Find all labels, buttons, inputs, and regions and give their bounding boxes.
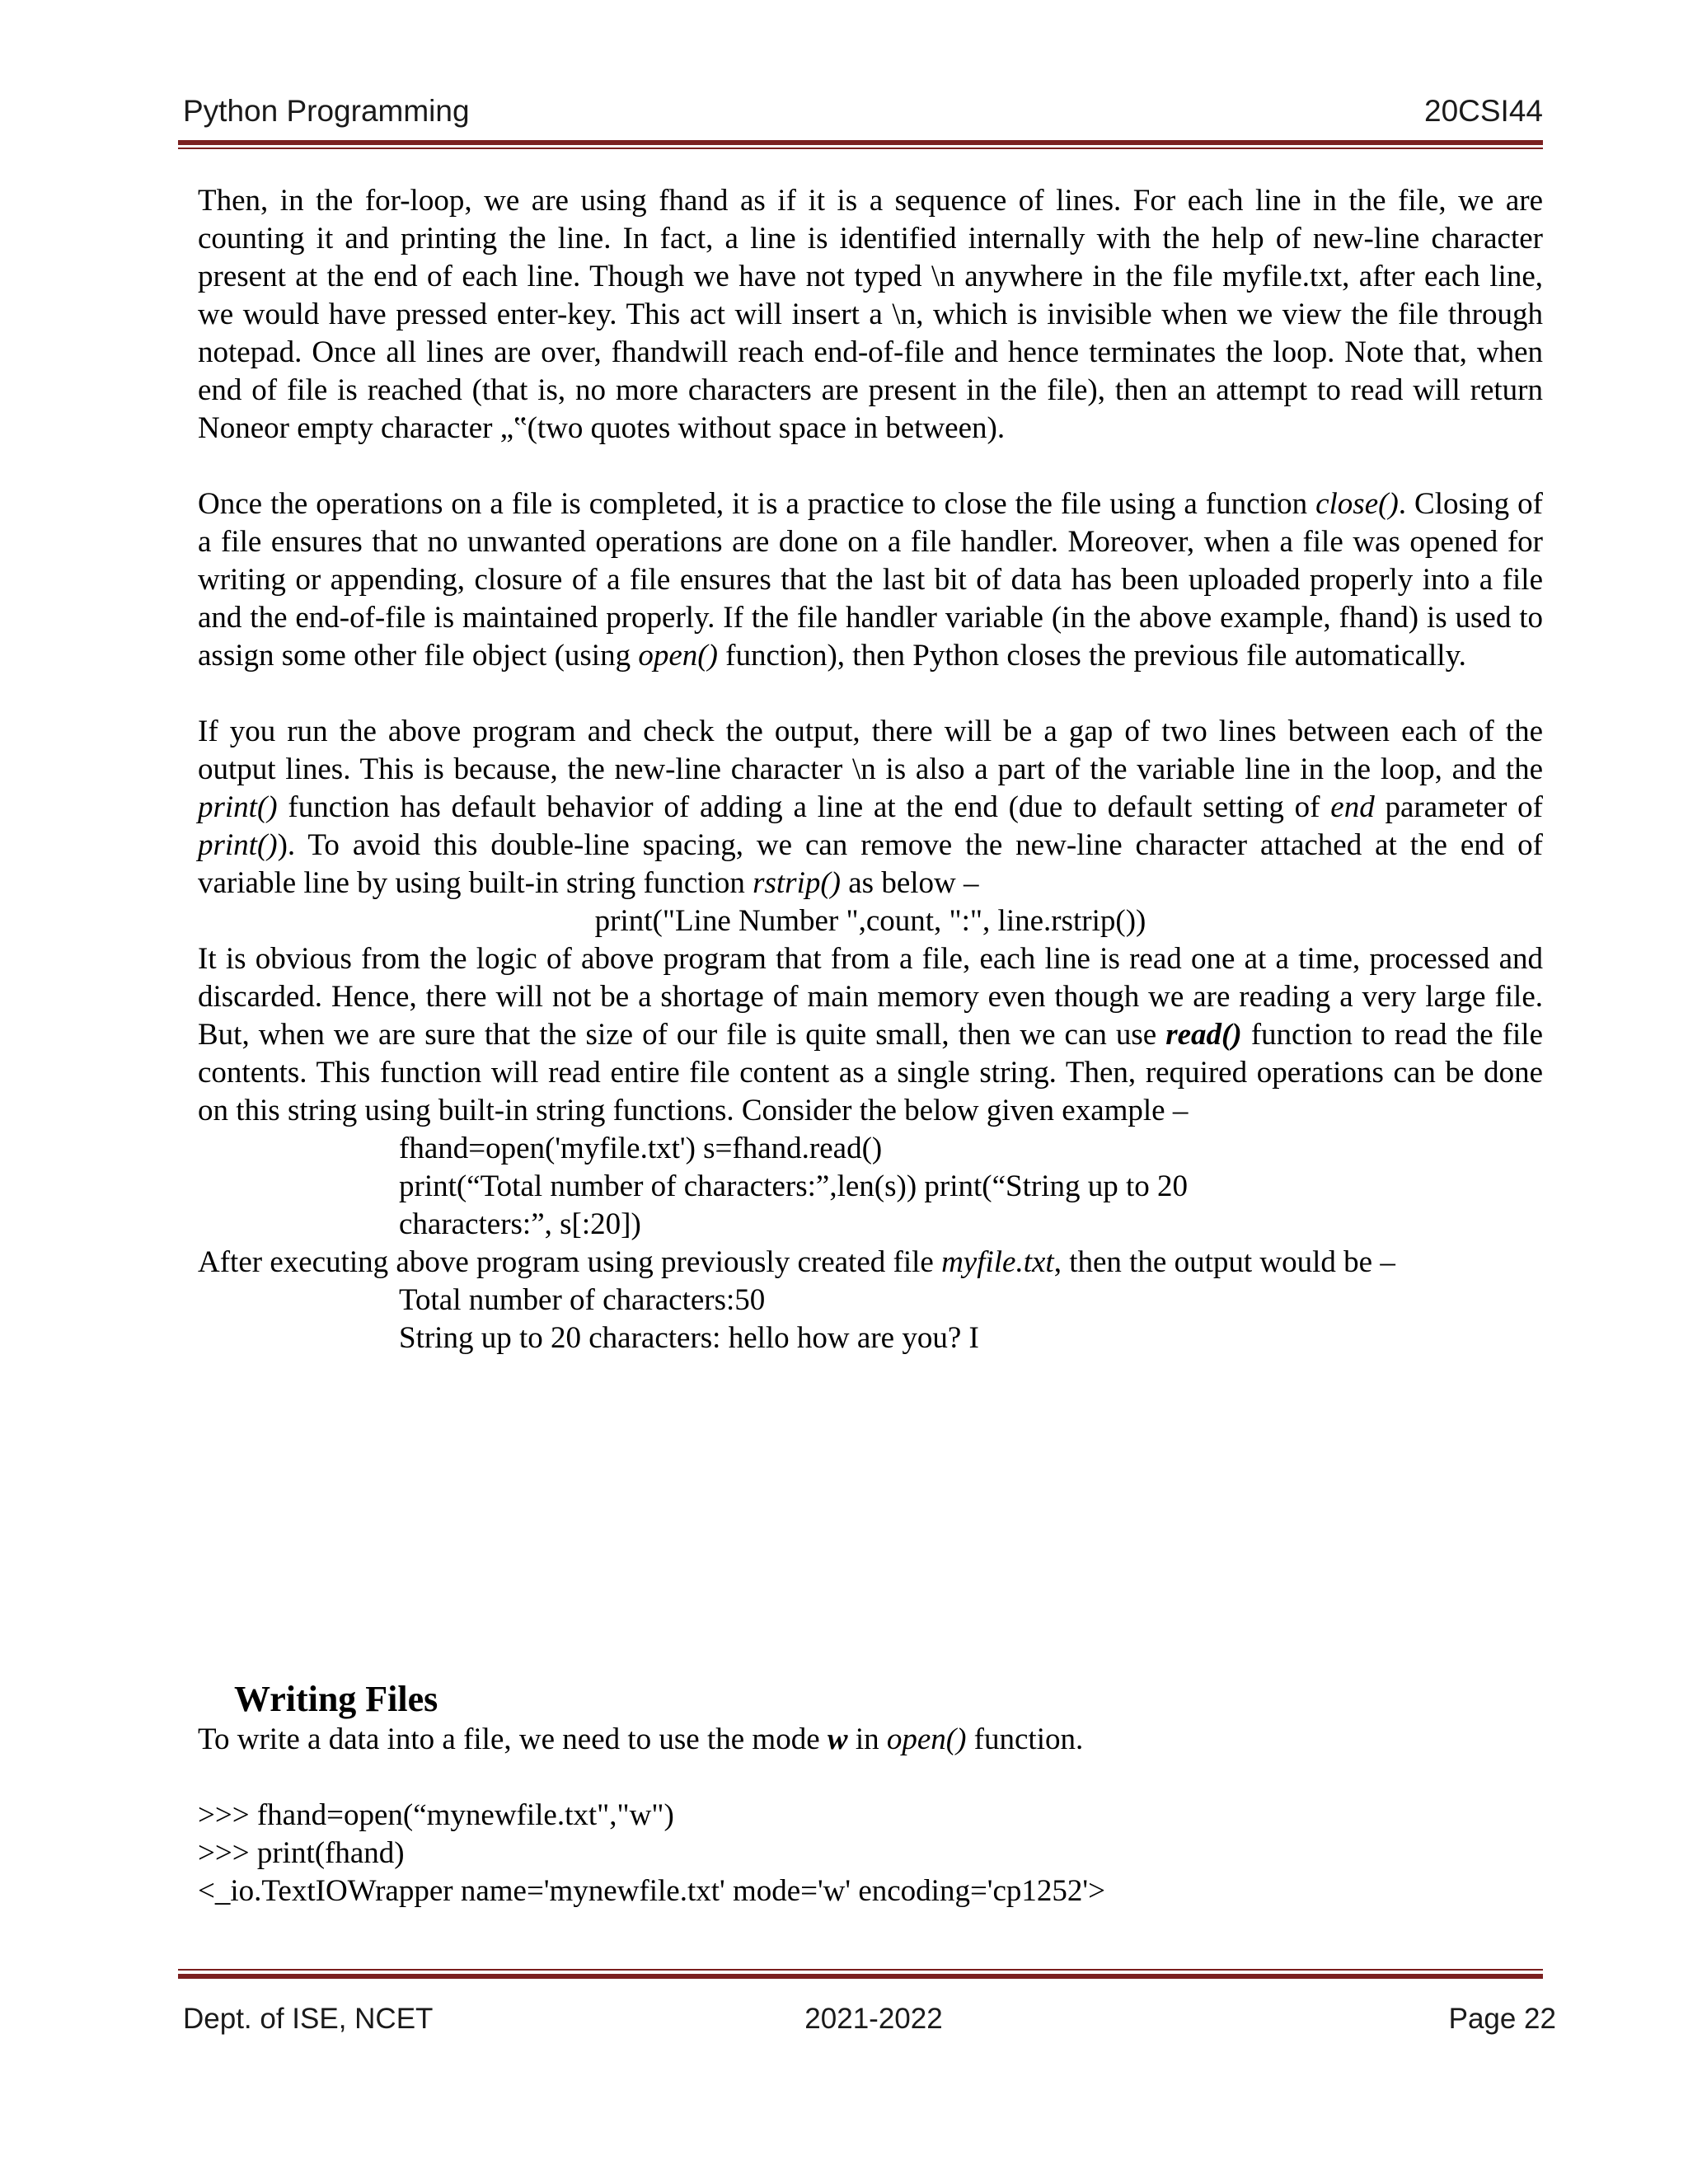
page-body [198, 182, 1543, 1357]
header-title: Python Programming [183, 94, 470, 128]
paragraph-close-file: Once the operations on a file is completed, it is a practice to close the file using a function close(). Closing of a file ensures that no unwanted operations are done on a file handler. Moreover, when a file was opened for writing or appending, closure of a file ensures that the last bit of data has been uploaded properly into a file and the end-of-file is maintained properly. If the file handler variable (in the above example, fhand) is used to assign some other file object (using open() function), then Python closes the previous file automatically. [198, 487, 1543, 673]
header-rule-thick [178, 140, 1543, 145]
header-rule-thin [178, 148, 1543, 149]
footer-year: 2021-2022 [804, 2003, 943, 2035]
code-print-line-number: print("Line Number ",count, ":", line.rstrip()) [594, 904, 1146, 938]
output-line-total: Total number of characters:50 [399, 1283, 766, 1317]
code-line-characters: characters:”, s[:20]) [399, 1207, 641, 1241]
paragraph-after-executing: After executing above program using previously created file myfile.txt, then the output would be – [198, 1245, 1395, 1279]
footer-page-number: Page 22 [1448, 2003, 1556, 2035]
paragraph-read-function: It is obvious from the logic of above program that from a file, each line is read one at a time, processed and discarded. Hence, there will not be a shortage of main memory even though we are reading a very large file. But, when we are sure that the size of our file is quite small, then we can use read() function to read the file contents. This function will read entire file content as a single string. Then, required operations can be done on this string using built-in string functions. Consider the below given example – [198, 942, 1543, 1127]
writing-files-section [198, 1678, 1543, 1910]
header-course-code: 20CSI44 [1424, 94, 1543, 128]
code-line-open-read: fhand=open('myfile.txt') s=fhand.read() [399, 1132, 883, 1165]
footer-department: Dept. of ISE, NCET [183, 2003, 434, 2035]
paragraph-write-mode: To write a data into a file, we need to use the mode w in open() function. [198, 1722, 1084, 1756]
code-line-print-fhand: >>> print(fhand) [198, 1836, 405, 1870]
spacer [198, 1759, 1543, 1797]
paragraph-rstrip: If you run the above program and check the output, there will be a gap of two lines between each of the output lines. This is because, the new-line character \n is also a part of the variable line in the loop, and the print() function has default behavior of adding a line at the end (due to default setting of end parameter of print()). To avoid this double-line spacing, we can remove the new-line character attached at the end of variable line by using built-in string function rstrip() as below – [198, 715, 1544, 900]
section-heading: Writing Files [234, 1679, 438, 1719]
code-line-print-total: print(“Total number of characters:”,len(s)) print(“String up to 20 [399, 1169, 1189, 1203]
output-line-string: String up to 20 characters: hello how are you? I [399, 1321, 979, 1355]
footer-rule-thin [178, 1969, 1543, 1971]
paragraph-for-loop: Then, in the for-loop, we are using fhand as if it is a sequence of lines. For each line in the file, we are counting it and printing the line. In fact, a line is identified internally with the help of new-line character present at the end of each line. Though we have not typed \n anywhere in the file myfile.txt, after each line, we would have pressed enter-key. This act will insert a \n, which is invisible when we view the file through notepad. Once all lines are over, fhandwill reach end-of-file and hence terminates the loop. Note that, when end of file is reached (that is, no more characters are present in the file), then an attempt to read will return Noneor empty character „‟(two quotes without space in between). [198, 184, 1543, 445]
footer-rule-thick [178, 1974, 1543, 1979]
code-line-open-write: >>> fhand=open(“mynewfile.txt","w") [198, 1798, 674, 1832]
code-line-wrapper-output: <_io.TextIOWrapper name='mynewfile.txt' mode='w' encoding='cp1252'> [198, 1874, 1105, 1908]
